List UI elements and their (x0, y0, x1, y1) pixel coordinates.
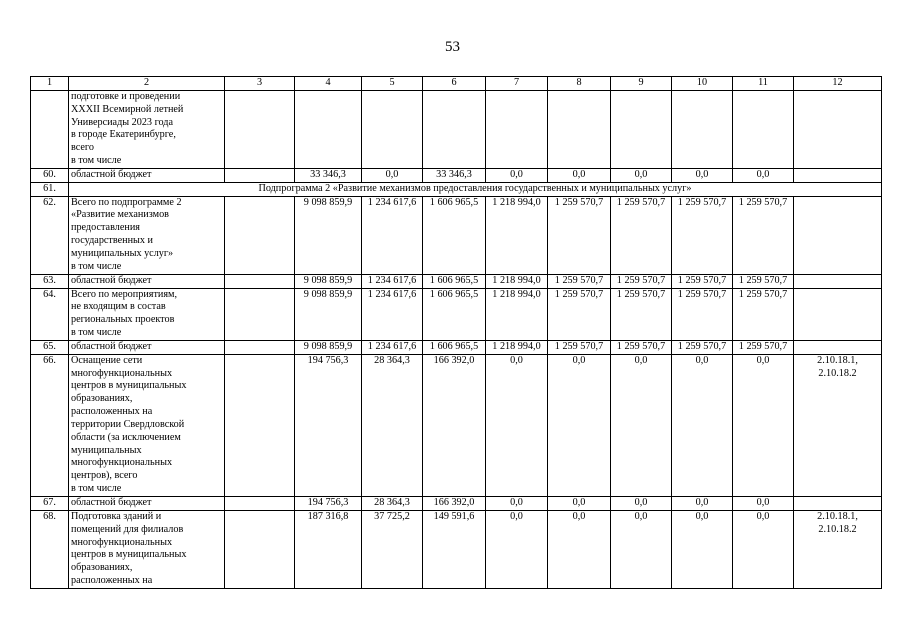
column-3-cell (225, 340, 295, 354)
value-cell: 166 392,0 (423, 497, 486, 511)
row-number: 67. (31, 497, 69, 511)
header-cell: 4 (295, 77, 362, 91)
value-cell: 187 316,8 (295, 510, 362, 588)
row-name (69, 196, 225, 274)
budget-table (30, 76, 882, 589)
value-cell: 0,0 (548, 510, 611, 588)
value-cell: 0,0 (611, 168, 672, 182)
value-cell: 1 218 994,0 (486, 274, 548, 288)
value-cell: 0,0 (733, 510, 794, 588)
subprogram-title: Подпрограмма 2 «Развитие механизмов предоставления государственных и муниципальных услуг» (69, 182, 882, 196)
table-row (31, 196, 882, 274)
cell-line: многофункциональных (71, 367, 173, 379)
value-cell: 1 259 570,7 (548, 340, 611, 354)
value-cell (611, 90, 672, 168)
target-reference (794, 90, 882, 168)
value-cell: 1 259 570,7 (611, 288, 672, 340)
row-name (69, 288, 225, 340)
value-cell: 0,0 (672, 497, 733, 511)
value-cell: 1 606 965,5 (423, 274, 486, 288)
cell-line: в том числе (71, 327, 122, 339)
cell-line: в том числе (71, 155, 122, 167)
value-cell: 1 259 570,7 (733, 288, 794, 340)
target-reference (794, 168, 882, 182)
value-cell: 9 098 859,9 (295, 288, 362, 340)
target-reference (794, 510, 882, 588)
value-cell: 0,0 (611, 510, 672, 588)
value-cell: 1 259 570,7 (548, 288, 611, 340)
value-cell: 0,0 (548, 354, 611, 496)
header-cell: 5 (362, 77, 423, 91)
header-cell: 9 (611, 77, 672, 91)
row-number: 68. (31, 510, 69, 588)
value-cell: 33 346,3 (295, 168, 362, 182)
cell-line: 2.10.18.2 (818, 367, 857, 379)
value-cell: 1 259 570,7 (672, 196, 733, 274)
value-cell (486, 90, 548, 168)
cell-line: «Развитие механизмов (71, 209, 169, 221)
cell-line: не входящим в состав (71, 301, 166, 313)
value-cell: 1 259 570,7 (611, 340, 672, 354)
column-3-cell (225, 90, 295, 168)
cell-line: XXXII Всемирной летней (71, 103, 184, 115)
row-name (69, 274, 225, 288)
value-cell: 1 218 994,0 (486, 196, 548, 274)
cell-line: Всего по мероприятиям, (71, 288, 178, 300)
column-3-cell (225, 196, 295, 274)
cell-line: Всего по подпрограмме 2 (71, 196, 182, 208)
value-cell: 1 259 570,7 (672, 288, 733, 340)
value-cell: 1 606 965,5 (423, 196, 486, 274)
row-name (69, 510, 225, 588)
value-cell: 1 259 570,7 (733, 340, 794, 354)
header-cell: 10 (672, 77, 733, 91)
value-cell: 1 259 570,7 (672, 274, 733, 288)
value-cell: 1 234 617,6 (362, 288, 423, 340)
value-cell: 1 606 965,5 (423, 340, 486, 354)
value-cell: 28 364,3 (362, 354, 423, 496)
value-cell: 1 259 570,7 (733, 274, 794, 288)
value-cell: 0,0 (733, 168, 794, 182)
row-number: 62. (31, 196, 69, 274)
value-cell (295, 90, 362, 168)
cell-line: центров в муниципальных (71, 380, 187, 392)
target-reference (794, 196, 882, 274)
value-cell: 0,0 (486, 510, 548, 588)
value-cell: 1 606 965,5 (423, 288, 486, 340)
cell-line: в городе Екатеринбурге, (71, 129, 176, 141)
cell-line: Подготовка зданий и (71, 510, 162, 522)
value-cell (672, 90, 733, 168)
column-3-cell (225, 510, 295, 588)
table-row (31, 90, 882, 168)
value-cell: 0,0 (548, 168, 611, 182)
cell-line: территории Свердловской (71, 418, 185, 430)
cell-line: помещений для филиалов (71, 523, 184, 535)
column-3-cell (225, 497, 295, 511)
cell-line: областной бюджет (71, 340, 152, 352)
row-number: 66. (31, 354, 69, 496)
value-cell: 9 098 859,9 (295, 274, 362, 288)
cell-line: в том числе (71, 483, 122, 495)
row-number: 64. (31, 288, 69, 340)
cell-line: образованиях, (71, 562, 133, 574)
header-cell: 1 (31, 77, 69, 91)
table-row (31, 340, 882, 354)
header-cell: 8 (548, 77, 611, 91)
value-cell: 1 259 570,7 (548, 274, 611, 288)
value-cell: 0,0 (611, 497, 672, 511)
cell-line: областной бюджет (71, 274, 152, 286)
target-reference (794, 354, 882, 496)
value-cell: 28 364,3 (362, 497, 423, 511)
value-cell: 0,0 (733, 497, 794, 511)
value-cell: 0,0 (733, 354, 794, 496)
table-row (31, 497, 882, 511)
row-name (69, 90, 225, 168)
value-cell: 1 218 994,0 (486, 340, 548, 354)
row-number: 60. (31, 168, 69, 182)
value-cell: 0,0 (486, 497, 548, 511)
cell-line: области (за исключением (71, 431, 181, 443)
row-name (69, 168, 225, 182)
value-cell: 0,0 (486, 168, 548, 182)
cell-line: областной бюджет (71, 497, 152, 508)
value-cell: 0,0 (548, 497, 611, 511)
column-3-cell (225, 288, 295, 340)
target-reference (794, 340, 882, 354)
cell-line: подготовке и проведении (71, 90, 181, 102)
header-cell: 7 (486, 77, 548, 91)
header-cell: 3 (225, 77, 295, 91)
value-cell: 0,0 (672, 510, 733, 588)
table-row (31, 510, 882, 588)
table-row (31, 168, 882, 182)
target-reference (794, 288, 882, 340)
cell-line: Универсиады 2023 года (71, 116, 174, 128)
page-number: 53 (445, 39, 460, 55)
value-cell: 9 098 859,9 (295, 340, 362, 354)
cell-line: 2.10.18.1, (817, 510, 858, 522)
target-reference (794, 274, 882, 288)
value-cell: 166 392,0 (423, 354, 486, 496)
table-row (31, 288, 882, 340)
row-name (69, 354, 225, 496)
value-cell (733, 90, 794, 168)
column-3-cell (225, 354, 295, 496)
row-name (69, 497, 225, 511)
value-cell: 37 725,2 (362, 510, 423, 588)
value-cell (362, 90, 423, 168)
table-row (31, 274, 882, 288)
row-number: 65. (31, 340, 69, 354)
cell-line: многофункциональных (71, 536, 173, 548)
value-cell: 1 259 570,7 (672, 340, 733, 354)
value-cell: 1 259 570,7 (611, 274, 672, 288)
value-cell (423, 90, 486, 168)
cell-line: 2.10.18.2 (818, 523, 857, 535)
table-row (31, 354, 882, 496)
value-cell: 1 218 994,0 (486, 288, 548, 340)
cell-line: муниципальных услуг» (71, 247, 174, 259)
value-cell: 1 234 617,6 (362, 196, 423, 274)
header-cell: 11 (733, 77, 794, 91)
value-cell: 0,0 (672, 354, 733, 496)
cell-line: многофункциональных (71, 457, 173, 469)
cell-line: расположенных на (71, 406, 153, 418)
value-cell: 194 756,3 (295, 497, 362, 511)
value-cell: 1 259 570,7 (733, 196, 794, 274)
cell-line: расположенных на (71, 575, 153, 587)
cell-line: Оснащение сети (71, 354, 143, 366)
row-number: 63. (31, 274, 69, 288)
cell-line: в том числе (71, 260, 122, 272)
value-cell: 194 756,3 (295, 354, 362, 496)
value-cell: 1 259 570,7 (611, 196, 672, 274)
cell-line: предоставления (71, 222, 140, 234)
cell-line: государственных и (71, 235, 153, 247)
cell-line: муниципальных (71, 444, 142, 456)
value-cell (548, 90, 611, 168)
value-cell: 0,0 (672, 168, 733, 182)
cell-line: областной бюджет (71, 168, 152, 180)
column-3-cell (225, 168, 295, 182)
header-cell: 12 (794, 77, 882, 91)
column-3-cell (225, 274, 295, 288)
row-number: 61. (31, 182, 69, 196)
cell-line: 2.10.18.1, (817, 354, 858, 366)
cell-line: региональных проектов (71, 314, 175, 326)
value-cell: 1 234 617,6 (362, 340, 423, 354)
row-number (31, 90, 69, 168)
value-cell: 149 591,6 (423, 510, 486, 588)
value-cell: 1 234 617,6 (362, 274, 423, 288)
header-cell: 6 (423, 77, 486, 91)
cell-line: центров в муниципальных (71, 549, 187, 561)
cell-line: центров), всего (71, 470, 138, 482)
header-cell: 2 (69, 77, 225, 91)
value-cell: 9 098 859,9 (295, 196, 362, 274)
value-cell: 0,0 (611, 354, 672, 496)
cell-line: образованиях, (71, 393, 133, 405)
value-cell: 33 346,3 (423, 168, 486, 182)
value-cell: 0,0 (486, 354, 548, 496)
row-name (69, 340, 225, 354)
header-row (31, 77, 882, 91)
table-row (31, 182, 882, 196)
target-reference (794, 497, 882, 511)
value-cell: 1 259 570,7 (548, 196, 611, 274)
value-cell: 0,0 (362, 168, 423, 182)
cell-line: всего (71, 142, 94, 154)
